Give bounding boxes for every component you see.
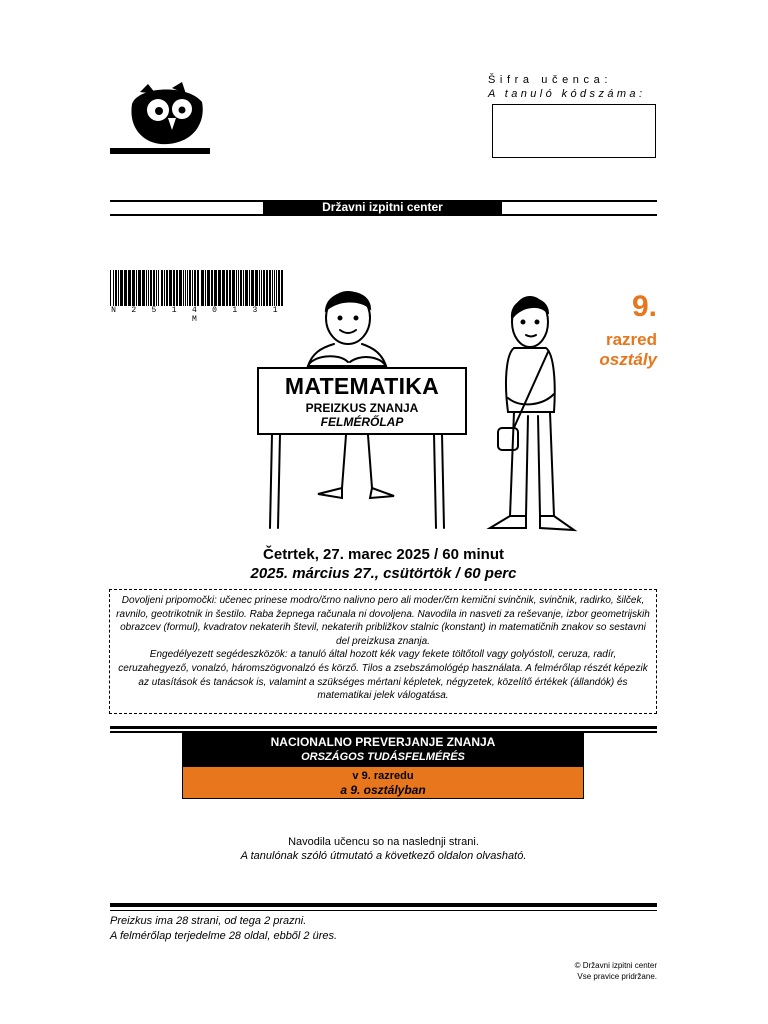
instructions-hu: A tanulónak szóló útmutató a következő oldalon olvasható.	[240, 850, 527, 862]
exam-center-name: Državni izpitni center	[263, 200, 502, 215]
page-count-note	[110, 914, 337, 944]
national-assessment-banner	[182, 733, 584, 766]
grade-label-sl: razred	[605, 330, 657, 349]
copyright-line-2: Vse pravice pridržane.	[577, 972, 657, 981]
footer-rule-thin	[110, 910, 657, 911]
subject-sign	[257, 367, 467, 435]
divider	[110, 726, 657, 729]
grade-label-hu: osztály	[599, 350, 657, 369]
allowed-tools-hu: Engedélyezett segédeszközök: a tanuló által hozott kék vagy fekete töltőtoll vagy golyóstoll, ceruza, radír, ceruzahegyező, vonalzó, háromszögvonalzó és körző. Tilos a zsebszámológép használata. A felmérőlap részét képezik az utasítások és tanácsok is, valamint a szükséges mértani képletek, négyzetek, közelítő értékek (állandók) és matematikai jelek válogatása.	[118, 649, 648, 702]
subject-subtitle-sl: PREIZKUS ZNANJA	[305, 401, 419, 415]
copyright-line-1: © Državni izpitni center	[574, 961, 657, 970]
subject-title: MATEMATIKA	[284, 373, 440, 399]
allowed-tools-sl: Dovoljeni pripomočki: učenec prinese modro/črno nalivno pero ali moder/črn kemični svinčnik, svinčnik, radirko, šilček, ravnilo, geotrikotnik in šestilo. Raba žepnega računala ni dovoljena. Navodila in nasveti za reševanje, izbor geometrijskih obrazcev (formul), kvadratov nekaterih števil, nekaterih približkov stalnic (konstant) in matematičnih znakov so sestavni del preizkusa znanja.	[116, 595, 650, 647]
student-code-box[interactable]	[492, 104, 656, 158]
grade-banner-hu: a 9. osztályban	[340, 783, 426, 797]
barcode-text: N 2 5 1 4 0 1 3 1 M	[111, 306, 283, 324]
instructions-note	[110, 835, 657, 863]
instructions-sl: Navodila učencu so na naslednji strani.	[288, 836, 479, 848]
page-count-hu: A felmérőlap terjedelme 28 oldal, ebből 2 üres.	[110, 930, 338, 942]
student-code-label-hu: A tanuló kódszáma:	[488, 88, 646, 100]
national-assessment-sl: NACIONALNO PREVERJANJE ZNANJA	[270, 735, 496, 749]
page-count-sl: Preizkus ima 28 strani, od tega 2 prazni.	[110, 915, 307, 927]
grade-banner-sl: v 9. razredu	[352, 770, 414, 782]
footer-rule	[110, 903, 657, 907]
subject-subtitle-hu: FELMÉRŐLAP	[320, 415, 404, 429]
exam-date-sl: Četrtek, 27. marec 2025 / 60 minut	[263, 546, 504, 563]
exam-date-hu: 2025. március 27., csütörtök / 60 perc	[250, 565, 517, 582]
grade-banner	[182, 766, 584, 799]
ric-owl-logo	[110, 78, 210, 158]
national-assessment-hu: ORSZÁGOS TUDÁSFELMÉRÉS	[301, 751, 465, 763]
copyright	[575, 960, 657, 982]
student-code-label	[488, 73, 658, 101]
grade-number: 9.	[631, 290, 657, 323]
allowed-tools-box	[109, 589, 657, 714]
student-code-label-sl: Šifra učenca:	[488, 74, 613, 86]
